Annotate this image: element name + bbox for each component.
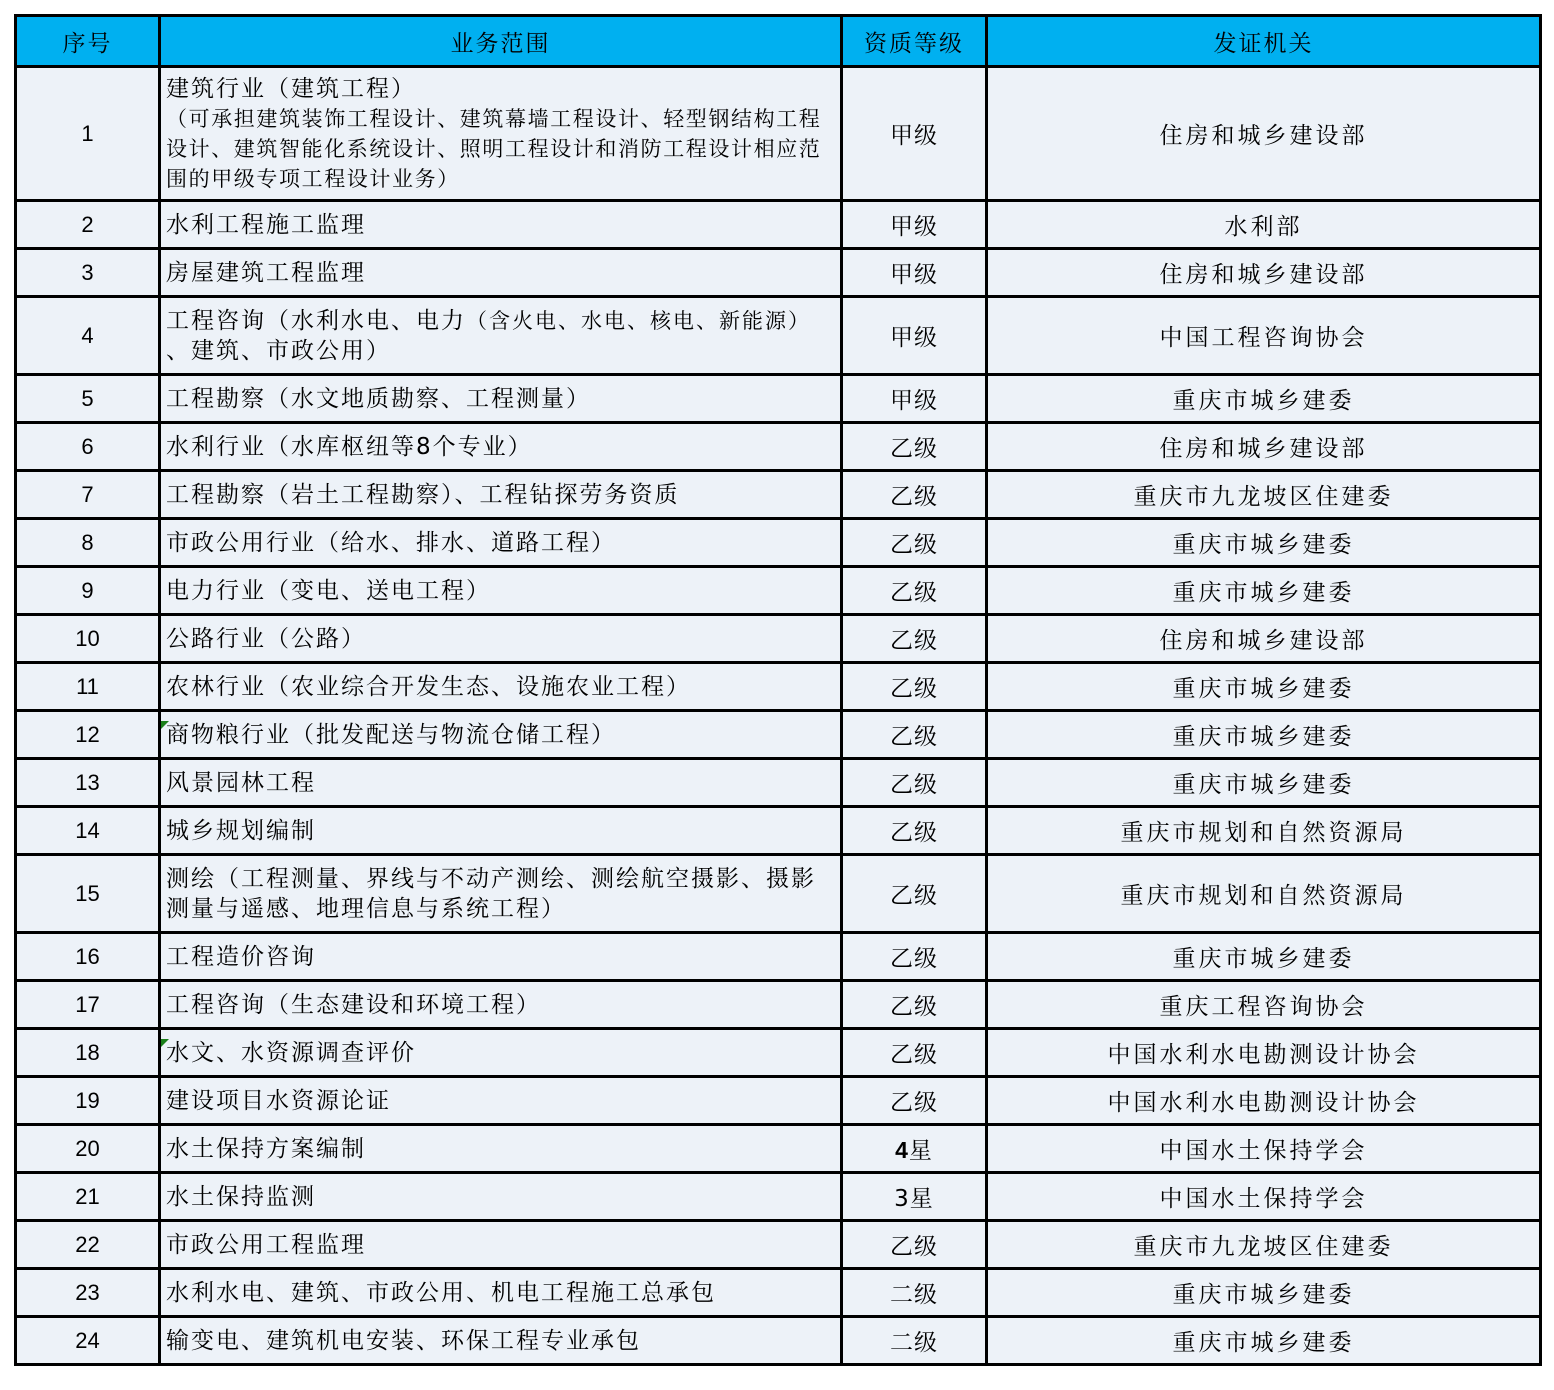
row-grade: 乙级 xyxy=(842,807,987,855)
row-scope: 水利行业（水库枢纽等8个专业） xyxy=(160,423,842,471)
row-authority: 重庆市城乡建委 xyxy=(987,1269,1541,1317)
header-grade: 资质等级 xyxy=(842,16,987,67)
row-authority: 住房和城乡建设部 xyxy=(987,615,1541,663)
scope-main: 工程咨询（水利水电、电力 xyxy=(166,307,466,334)
table-row xyxy=(16,1269,1541,1317)
table-row xyxy=(16,249,1541,297)
row-index: 21 xyxy=(16,1173,160,1221)
row-authority: 重庆市城乡建委 xyxy=(987,711,1541,759)
row-index: 7 xyxy=(16,471,160,519)
row-authority: 重庆市城乡建委 xyxy=(987,567,1541,615)
row-index: 12 xyxy=(16,711,160,759)
row-grade: 甲级 xyxy=(842,375,987,423)
row-authority: 重庆市城乡建委 xyxy=(987,375,1541,423)
header-authority: 发证机关 xyxy=(987,16,1541,67)
table-row xyxy=(16,423,1541,471)
table-row xyxy=(16,201,1541,249)
row-index: 17 xyxy=(16,981,160,1029)
row-grade: 乙级 xyxy=(842,663,987,711)
qualification-table-container xyxy=(14,14,1539,1366)
row-grade: 乙级 xyxy=(842,423,987,471)
row-grade: 甲级 xyxy=(842,201,987,249)
header-scope: 业务范围 xyxy=(160,16,842,67)
table-row xyxy=(16,1173,1541,1221)
table-row xyxy=(16,519,1541,567)
row-grade: 乙级 xyxy=(842,1077,987,1125)
row-scope xyxy=(160,67,842,201)
row-grade: 乙级 xyxy=(842,711,987,759)
row-grade: 甲级 xyxy=(842,297,987,375)
row-index: 14 xyxy=(16,807,160,855)
row-scope: 市政公用行业（给水、排水、道路工程） xyxy=(160,519,842,567)
table-row xyxy=(16,933,1541,981)
scope-detail: （可承担建筑装饰工程设计、建筑幕墙工程设计、轻型钢结构工程设计、建筑智能化系统设计、照明工程设计和消防工程设计相应范围的甲级专项工程设计业务） xyxy=(166,106,822,191)
table-row xyxy=(16,855,1541,933)
row-grade: 3星 xyxy=(842,1173,987,1221)
row-scope: 工程造价咨询 xyxy=(160,933,842,981)
table-row xyxy=(16,663,1541,711)
row-index: 22 xyxy=(16,1221,160,1269)
row-scope: 公路行业（公路） xyxy=(160,615,842,663)
row-authority: 中国工程咨询协会 xyxy=(987,297,1541,375)
row-authority: 住房和城乡建设部 xyxy=(987,249,1541,297)
row-index: 10 xyxy=(16,615,160,663)
table-row xyxy=(16,471,1541,519)
row-scope: 水利工程施工监理 xyxy=(160,201,842,249)
row-index: 19 xyxy=(16,1077,160,1125)
row-index: 16 xyxy=(16,933,160,981)
row-index: 24 xyxy=(16,1317,160,1365)
row-index: 4 xyxy=(16,297,160,375)
row-grade: 二级 xyxy=(842,1269,987,1317)
row-index: 23 xyxy=(16,1269,160,1317)
table-row xyxy=(16,807,1541,855)
row-scope: 工程勘察（水文地质勘察、工程测量） xyxy=(160,375,842,423)
table-row xyxy=(16,759,1541,807)
row-scope: 水利水电、建筑、市政公用、机电工程施工总承包 xyxy=(160,1269,842,1317)
table-row xyxy=(16,297,1541,375)
row-grade: 乙级 xyxy=(842,615,987,663)
scope-detail: （含火电、水电、核电、新能源） xyxy=(466,308,811,333)
row-authority: 中国水土保持学会 xyxy=(987,1173,1541,1221)
row-index: 18 xyxy=(16,1029,160,1077)
row-scope: 风景园林工程 xyxy=(160,759,842,807)
row-grade: 乙级 xyxy=(842,471,987,519)
row-authority: 重庆市规划和自然资源局 xyxy=(987,807,1541,855)
row-scope: 工程咨询（生态建设和环境工程） xyxy=(160,981,842,1029)
row-authority: 重庆市九龙坡区住建委 xyxy=(987,471,1541,519)
row-index: 9 xyxy=(16,567,160,615)
table-row xyxy=(16,67,1541,201)
row-authority: 重庆市九龙坡区住建委 xyxy=(987,1221,1541,1269)
row-index: 11 xyxy=(16,663,160,711)
table-row xyxy=(16,1125,1541,1173)
row-index: 8 xyxy=(16,519,160,567)
table-row xyxy=(16,375,1541,423)
row-authority: 重庆市城乡建委 xyxy=(987,1317,1541,1365)
row-authority: 重庆市城乡建委 xyxy=(987,663,1541,711)
scope-main: 水文、水资源调查评价 xyxy=(166,1039,416,1066)
row-index: 6 xyxy=(16,423,160,471)
grade-number: 4 xyxy=(895,1137,909,1163)
qualification-table xyxy=(14,14,1542,1366)
row-scope xyxy=(160,711,842,759)
row-scope: 水土保持监测 xyxy=(160,1173,842,1221)
row-index: 1 xyxy=(16,67,160,201)
row-scope: 水土保持方案编制 xyxy=(160,1125,842,1173)
table-row xyxy=(16,1077,1541,1125)
row-grade: 甲级 xyxy=(842,249,987,297)
grade-unit: 星 xyxy=(908,1138,933,1164)
row-authority: 重庆市城乡建委 xyxy=(987,759,1541,807)
row-index: 5 xyxy=(16,375,160,423)
table-row xyxy=(16,981,1541,1029)
table-row xyxy=(16,615,1541,663)
table-row xyxy=(16,1317,1541,1365)
row-index: 2 xyxy=(16,201,160,249)
row-grade: 乙级 xyxy=(842,855,987,933)
scope-main: 商物粮行业（批发配送与物流仓储工程） xyxy=(166,721,616,748)
table-row xyxy=(16,711,1541,759)
table-row xyxy=(16,1029,1541,1077)
header-row xyxy=(16,16,1541,67)
table-row xyxy=(16,1221,1541,1269)
scope-main: 建筑行业（建筑工程） xyxy=(166,75,416,102)
scope-tail: 、建筑、市政公用） xyxy=(166,337,391,364)
row-scope xyxy=(160,1029,842,1077)
row-scope: 建设项目水资源论证 xyxy=(160,1077,842,1125)
row-authority: 重庆市城乡建委 xyxy=(987,933,1541,981)
row-scope: 电力行业（变电、送电工程） xyxy=(160,567,842,615)
header-index: 序号 xyxy=(16,16,160,67)
row-index: 15 xyxy=(16,855,160,933)
row-authority: 中国水利水电勘测设计协会 xyxy=(987,1029,1541,1077)
row-scope: 输变电、建筑机电安装、环保工程专业承包 xyxy=(160,1317,842,1365)
row-grade: 甲级 xyxy=(842,67,987,201)
row-authority: 住房和城乡建设部 xyxy=(987,423,1541,471)
row-scope: 房屋建筑工程监理 xyxy=(160,249,842,297)
row-index: 3 xyxy=(16,249,160,297)
row-grade: 乙级 xyxy=(842,519,987,567)
row-authority: 水利部 xyxy=(987,201,1541,249)
row-grade: 乙级 xyxy=(842,1221,987,1269)
row-index: 20 xyxy=(16,1125,160,1173)
row-grade: 二级 xyxy=(842,1317,987,1365)
row-grade: 乙级 xyxy=(842,981,987,1029)
row-scope: 测绘（工程测量、界线与不动产测绘、测绘航空摄影、摄影测量与遥感、地理信息与系统工程） xyxy=(160,855,842,933)
table-row xyxy=(16,567,1541,615)
row-scope: 工程勘察（岩土工程勘察）、工程钻探劳务资质 xyxy=(160,471,842,519)
row-index: 13 xyxy=(16,759,160,807)
row-authority: 中国水土保持学会 xyxy=(987,1125,1541,1173)
row-authority: 中国水利水电勘测设计协会 xyxy=(987,1077,1541,1125)
row-scope: 市政公用工程监理 xyxy=(160,1221,842,1269)
row-authority: 重庆市城乡建委 xyxy=(987,519,1541,567)
row-grade: 乙级 xyxy=(842,933,987,981)
row-authority: 重庆市规划和自然资源局 xyxy=(987,855,1541,933)
row-scope: 农林行业（农业综合开发生态、设施农业工程） xyxy=(160,663,842,711)
row-grade: 乙级 xyxy=(842,1029,987,1077)
row-authority: 重庆工程咨询协会 xyxy=(987,981,1541,1029)
row-authority: 住房和城乡建设部 xyxy=(987,67,1541,201)
row-scope xyxy=(160,297,842,375)
row-grade: 乙级 xyxy=(842,567,987,615)
row-grade xyxy=(842,1125,987,1173)
row-scope: 城乡规划编制 xyxy=(160,807,842,855)
row-grade: 乙级 xyxy=(842,759,987,807)
